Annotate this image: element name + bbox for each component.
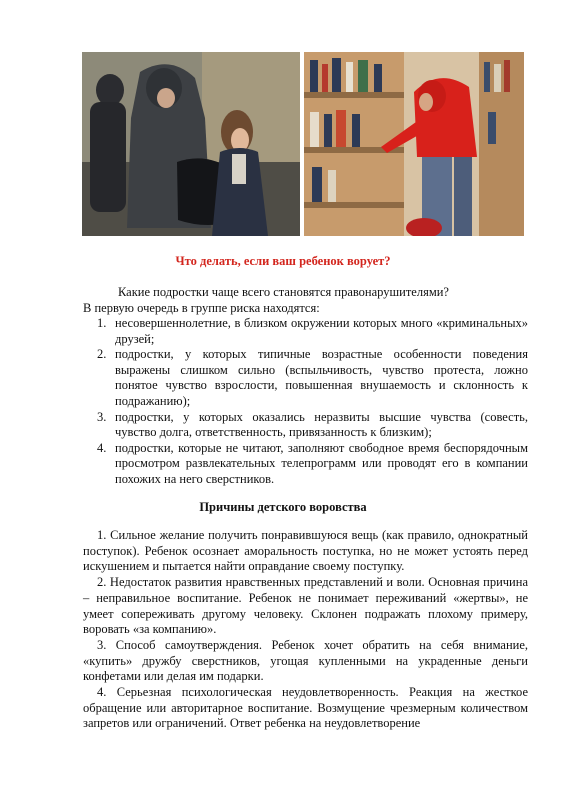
list-number: 1. [97,316,107,330]
list-item-text: подростки, у которых оказались неразвиты высшие чувства (совесть, чувство долга, ответственность, привязанность к близким); [115,409,528,440]
teen-bookstore-shoplifting-photo [304,52,524,236]
header-photos [82,52,524,236]
question-line: Какие подростки чаще всего становятся правонарушителями? [118,285,449,299]
list-item-text: несовершеннолетние, в близком окружении которых много «криминальных» друзей; [115,316,528,346]
cause-paragraph: 4. Серьезная психологическая неудовлетворенность. Реакция на жесткое обращение или авторитарное воспитание. Возмущение чрезмерным количеством запретов или ограничений. Ответ ребенка на неудовлетворение [83,685,528,731]
list-number: 2. [97,347,107,362]
cause-paragraph: 3. Способ самоутверждения. Ребенок хочет обратить на себя внимание, «купить» дружбу сверстников, угощая купленными на украденные деньги конфетами или делая им подарки. [83,637,528,684]
section-title: Причины детского воровства [199,500,367,514]
causes-section [83,528,528,732]
intro-line: В первую очередь в группе риска находятся: [83,301,320,315]
list-item [83,441,528,488]
list-number: 3. [97,409,107,424]
list-item [83,410,528,441]
list-item [83,347,528,409]
list-number: 4. [97,440,107,455]
list-item-text: подростки, которые не читают, заполняют свободное время беспорядочным просмотром развлекательных телепрограмм или проводят его в компании похожих на него сверстников. [115,440,528,486]
page-title: Что делать, если ваш ребенок ворует? [175,254,391,268]
list-item-text: подростки, у которых типичные возрастные особенности поведения выражены слишком сильно (вспыльчивость, чувство протеста, ложно понятое чувство взрослости, повышенная внушаемость и склонность к подражанию); [115,347,528,408]
risk-group-list [83,316,528,488]
teen-bag-theft-photo [82,52,300,236]
cause-paragraph: 2. Недостаток развития нравственных представлений и воли. Основная причина – неправильное воспитание. Ребенок не понимает переживаний «жертвы», не умеет сопереживать другому человеку. Склонен подражать плохому примеру, воровать «за компанию». [83,575,528,637]
list-item [83,316,528,347]
cause-paragraph: 1. Сильное желание получить понравившуюся вещь (как правило, однократный поступок). Ребенок осознает аморальность поступка, но не может устоять перед искушением и пытается найти оправдание своему поступку. [83,528,528,574]
